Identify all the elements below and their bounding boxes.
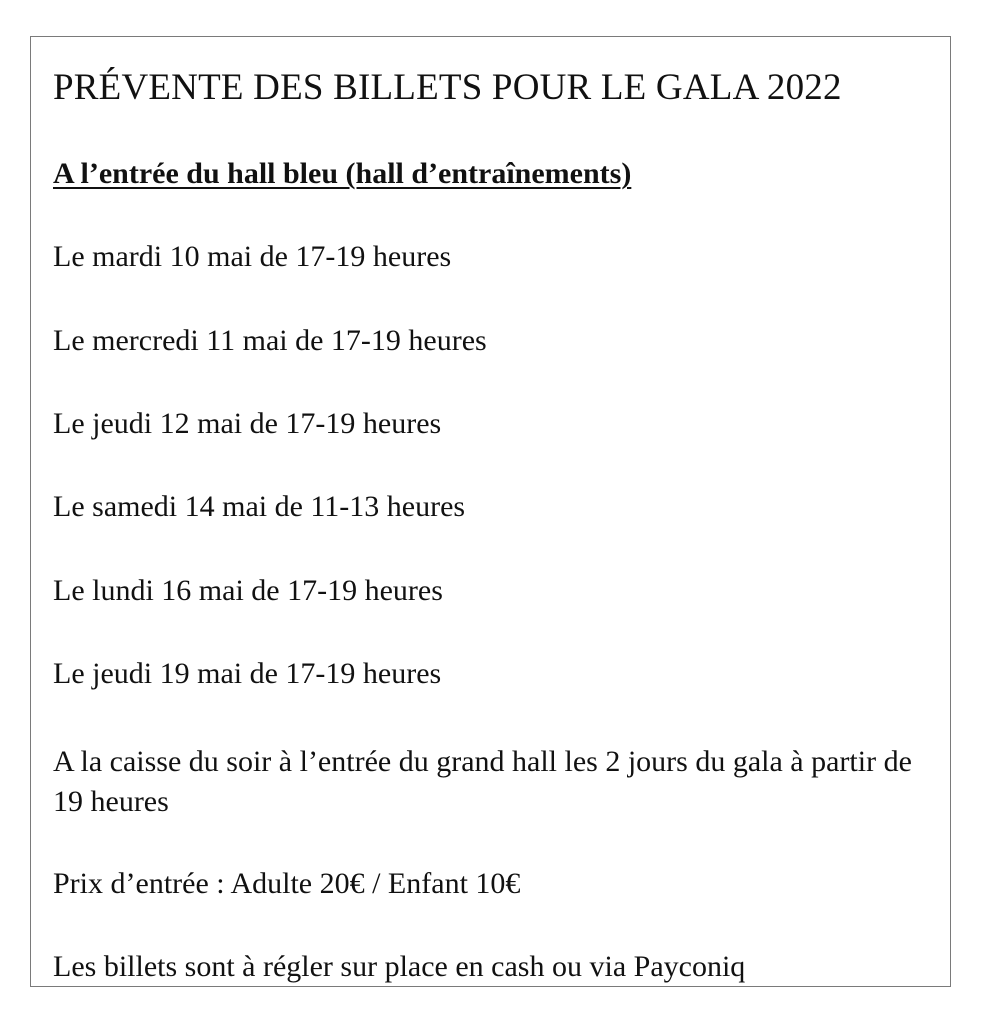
sale-date-3: Le jeudi 12 mai de 17-19 heures [53, 407, 442, 440]
document-frame [30, 36, 951, 987]
entry-price: Prix d’entrée : Adulte 20€ / Enfant 10€ [53, 867, 521, 900]
document-title: PRÉVENTE DES BILLETS POUR LE GALA 2022 [53, 67, 842, 108]
sale-date-1: Le mardi 10 mai de 17-19 heures [53, 240, 452, 273]
location-heading: A l’entrée du hall bleu (hall d’entraînements) [53, 157, 632, 190]
payment-info: Les billets sont à régler sur place en cash ou via Payconiq [53, 950, 746, 983]
evening-sales-info: A la caisse du soir à l’entrée du grand hall les 2 jours du gala à partir de 19 heures [53, 745, 912, 818]
sale-date-6: Le jeudi 19 mai de 17-19 heures [53, 657, 442, 690]
sale-date-5: Le lundi 16 mai de 17-19 heures [53, 574, 443, 607]
sale-date-4: Le samedi 14 mai de 11-13 heures [53, 490, 466, 523]
sale-date-2: Le mercredi 11 mai de 17-19 heures [53, 324, 487, 357]
